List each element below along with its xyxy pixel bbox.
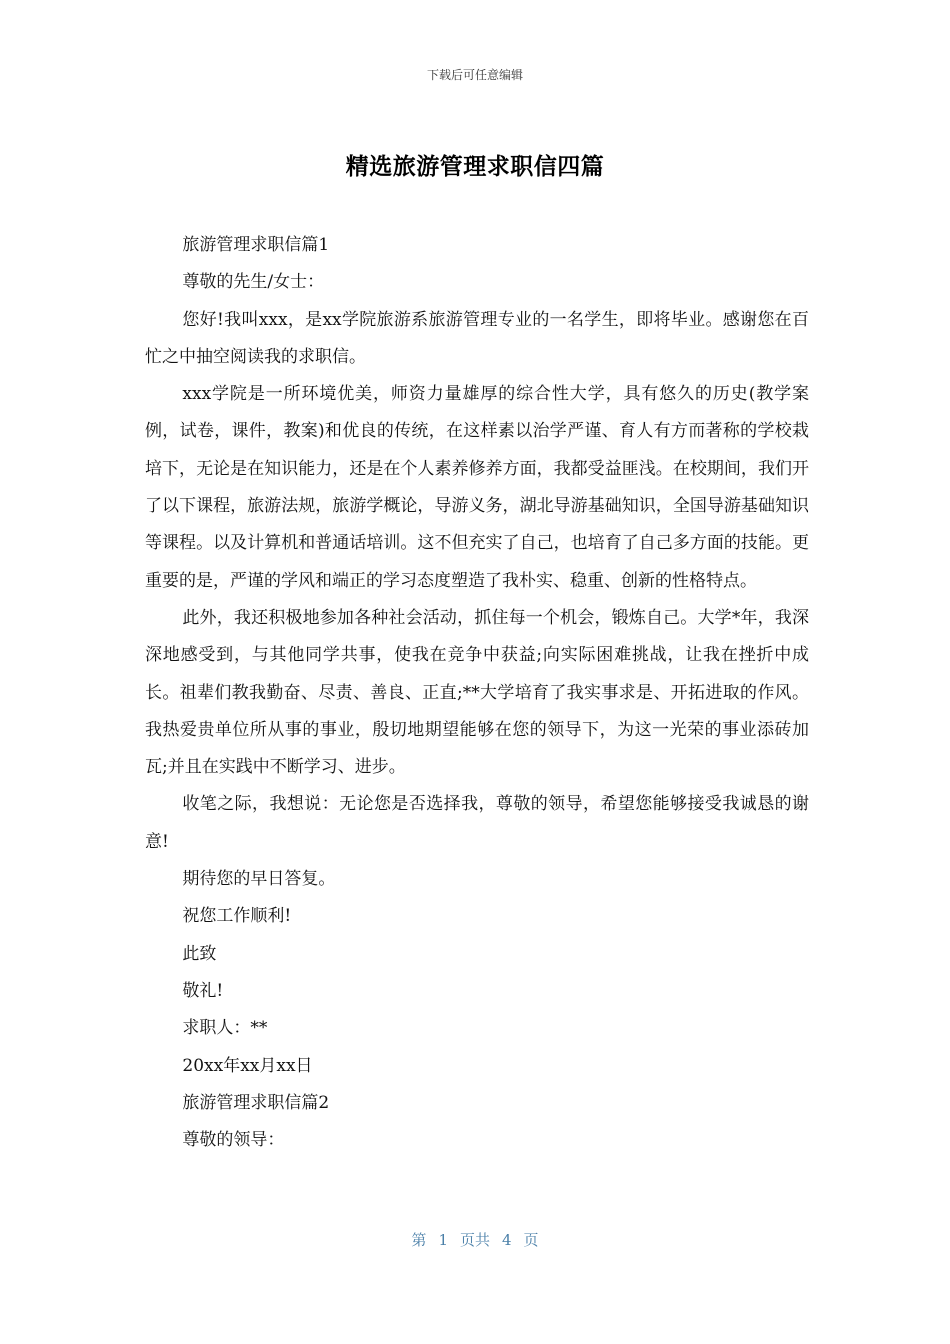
header-note: 下载后可任意编辑 (426, 68, 523, 82)
signature-date: 20xx年xx月xx日 (182, 1055, 313, 1076)
salutation: 尊敬的先生/女士： (182, 272, 325, 293)
paragraph-cizhi: 此致 (182, 943, 217, 964)
paragraph-await-reply: 期待您的早日答复。 (182, 869, 336, 890)
page-footer (0, 1229, 950, 1250)
signature-applicant: 求职人：** (182, 1018, 268, 1039)
footer-current-page: 1 (438, 1231, 448, 1249)
paragraph-intro: 您好!我叫xxx，是xx学院旅游系旅游管理专业的一名学生，即将毕业。感谢您在百忙之中抽空阅读我的求职信。 (145, 309, 809, 367)
paragraph-wishes: 祝您工作顺利! (182, 906, 292, 927)
paragraph-jingli: 敬礼! (182, 980, 224, 1001)
document-title: 精选旅游管理求职信四篇 (345, 154, 605, 180)
footer-label-end: 页 (523, 1231, 539, 1249)
salutation-2: 尊敬的领导： (182, 1130, 285, 1151)
document-body (145, 227, 809, 1159)
footer-label-page: 第 (411, 1231, 427, 1249)
paragraph-school: xxx学院是一所环境优美，师资力量雄厚的综合性大学，具有悠久的历史(教学案例，试卷，课件，教案)和优良的传统，在这样素以治学严谨、育人有方而著称的学校栽培下，无论是在知识能力，还是在个人素养修养方面，我都受益匪浅。在校期间，我们开了以下课程，旅游法规，旅游学概论，导游义务，湖北导游基础知识，全国导游基础知识等课程。以及计算机和普通话培训。这不但充实了自己，也培育了自己多方面的技能。更重要的是，严谨的学风和端正的学习态度塑造了我朴实、稳重、创新的性格特点。 (145, 384, 809, 591)
footer-total-pages: 4 (502, 1231, 512, 1249)
paragraph-activities: 此外，我还积极地参加各种社会活动，抓住每一个机会，锻炼自己。大学*年，我深深地感受到，与其他同学共事，使我在竞争中获益;向实际困难挑战，让我在挫折中成长。祖辈们教我勤奋、尽责、善良、正直;**大学培育了我实事求是、开拓进取的作风。我热爱贵单位所从事的事业，殷切地期望能够在您的领导下，为这一光荣的事业添砖加瓦;并且在实践中不断学习、进步。 (145, 607, 809, 778)
section-heading-2: 旅游管理求职信篇2 (182, 1092, 330, 1113)
paragraph-closing: 收笔之际，我想说：无论您是否选择我，尊敬的领导，希望您能够接受我诚恳的谢意! (145, 794, 809, 852)
section-heading-1: 旅游管理求职信篇1 (182, 235, 330, 255)
footer-label-of: 页共 (459, 1231, 490, 1249)
